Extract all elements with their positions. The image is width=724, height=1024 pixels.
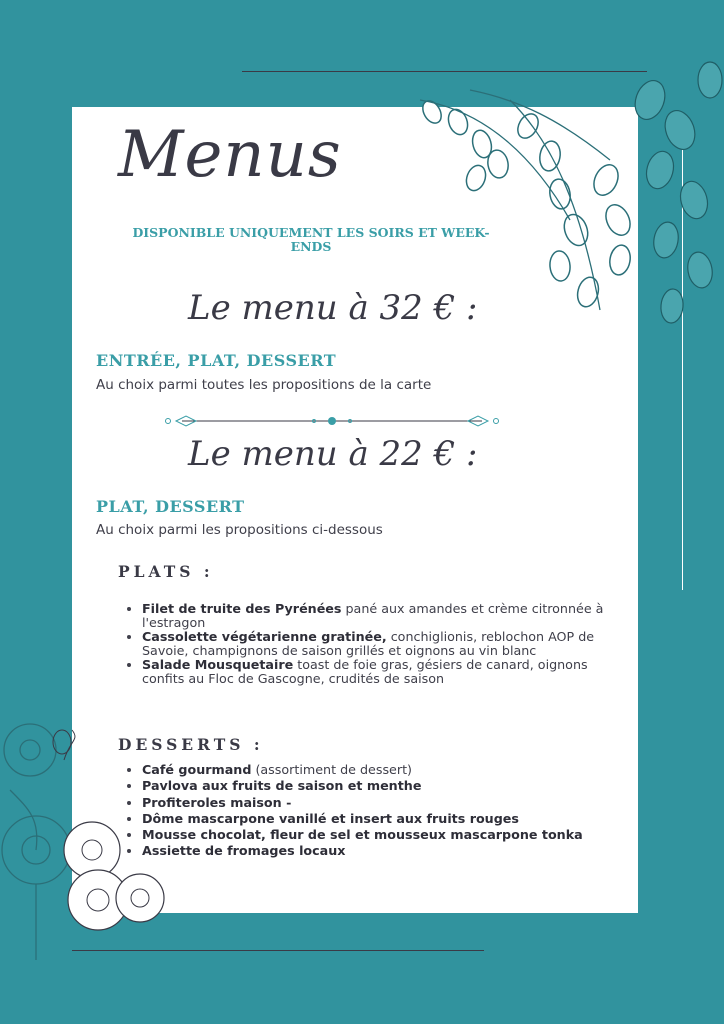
- plats-item: [142, 630, 618, 658]
- plats-item-name: Cassolette végétarienne gratinée,: [142, 629, 387, 644]
- menu-32-description: Au choix parmi toutes les propositions de la carte: [96, 377, 432, 393]
- plats-list: [122, 602, 618, 686]
- ornament-divider-icon: [162, 412, 502, 430]
- plats-item: [142, 658, 618, 686]
- desserts-item: [142, 762, 642, 778]
- menu-22-heading: Le menu à 22 € :: [188, 434, 478, 474]
- desserts-item: [142, 811, 642, 827]
- desserts-heading: DESSERTS :: [118, 735, 264, 754]
- desserts-item: [142, 827, 642, 843]
- desserts-item: [142, 795, 642, 811]
- desserts-list: [122, 762, 642, 860]
- desserts-item-name: Mousse chocolat, fleur de sel et mousseux mascarpone tonka: [142, 827, 583, 843]
- desserts-item: [142, 778, 642, 794]
- menu-32-heading: Le menu à 32 € :: [188, 288, 478, 328]
- desserts-item: [142, 843, 642, 859]
- desserts-item-name: Café gourmand: [142, 762, 252, 777]
- menu-22-section-title: PLAT, DESSERT: [96, 497, 245, 516]
- desserts-item-name: Profiteroles maison -: [142, 794, 292, 810]
- desserts-item-name: Pavlova aux fruits de saison et menthe: [142, 778, 422, 794]
- desserts-item-detail: (assortiment de dessert): [251, 762, 412, 777]
- plats-item-name: Salade Mousquetaire: [142, 657, 294, 672]
- desserts-item-name: Dôme mascarpone vanillé et insert aux fruits rouges: [142, 810, 519, 826]
- menu-32-section-title: ENTRÉE, PLAT, DESSERT: [96, 351, 337, 370]
- plats-item-detail: toast de foie gras, gésiers de canard, oignons confits au Floc de Gascogne, crudités de saison: [142, 657, 588, 686]
- plats-item: [142, 602, 618, 630]
- desserts-item-name: Assiette de fromages locaux: [142, 843, 346, 859]
- page-title: Menus: [118, 118, 342, 192]
- plats-item-detail: pané aux amandes et crème citronnée à l'estragon: [142, 601, 604, 630]
- availability-subtitle: DISPONIBLE UNIQUEMENT LES SOIRS ET WEEK-ENDS: [132, 225, 490, 254]
- plats-item-name: Filet de truite des Pyrénées: [142, 601, 342, 616]
- plats-heading: PLATS :: [118, 562, 214, 581]
- menu-22-description: Au choix parmi les propositions ci-dessous: [96, 522, 383, 538]
- plats-item-detail: conchiglionis, reblochon AOP de Savoie, champignons de saison grillés et oignons au vin blanc: [142, 629, 595, 658]
